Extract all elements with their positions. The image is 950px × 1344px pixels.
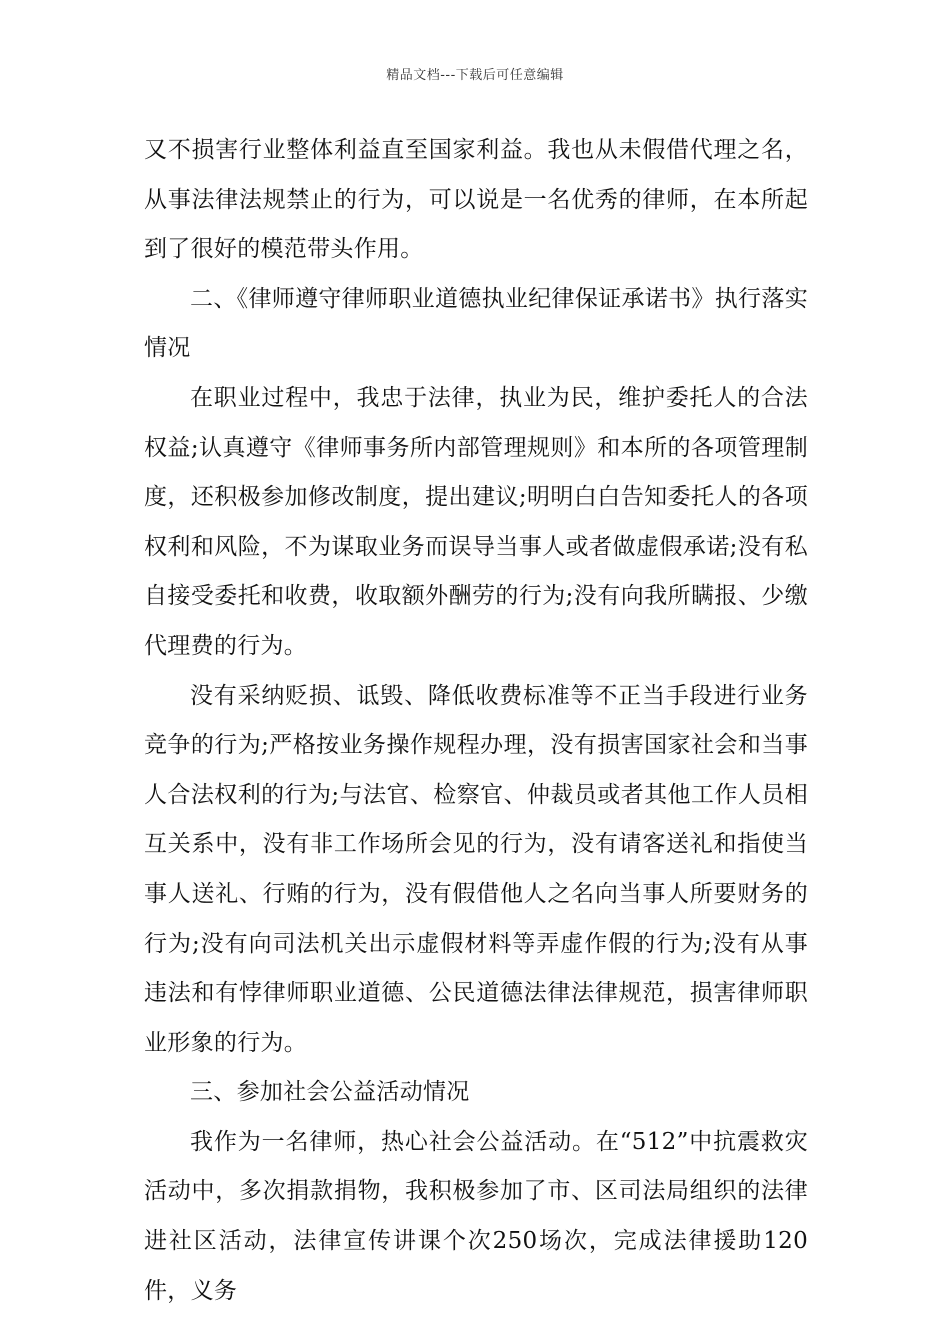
document-body bbox=[144, 126, 808, 1316]
page-header: 精品文档---下载后可任意编辑 bbox=[386, 68, 564, 83]
paragraph-professional-conduct: 在职业过程中，我忠于法律，执业为民，维护委托人的合法权益;认真遵守《律师事务所内部管理规则》和本所的各项管理制度，还积极参加修改制度，提出建议;明明白白告知委托人的各项权利和风险，不为谋取业务而误导当事人或者做虚假承诺;没有私自接受委托和收费，收取额外酬劳的行为;没有向我所瞒报、少缴代理费的行为。 bbox=[144, 384, 808, 659]
section-heading-two: 二、《律师遵守律师职业道德执业纪律保证承诺书》执行落实情况 bbox=[144, 285, 808, 362]
paragraph-continuation: 又不损害行业整体利益直至国家利益。我也从未假借代理之名，从事法律法规禁止的行为，可以说是一名优秀的律师，在本所起到了很好的模范带头作用。 bbox=[144, 137, 808, 263]
paragraph-public-welfare: 我作为一名律师，热心社会公益活动。在“512”中抗震救灾活动中，多次捐款捐物，我积极参加了市、区司法局组织的法律进社区活动，法律宣传讲课个次250场次，完成法律援助120件，义务 bbox=[144, 1128, 808, 1304]
paragraph-competition-conduct: 没有采纳贬损、诋毁、降低收费标准等不正当手段进行业务竞争的行为;严格按业务操作规程办理，没有损害国家社会和当事人合法权利的行为;与法官、检察官、仲裁员或者其他工作人员相互关系中，没有非工作场所会见的行为，没有请客送礼和指使当事人送礼、行贿的行为，没有假借他人之名向当事人所要财务的行为;没有向司法机关出示虚假材料等弄虚作假的行为;没有从事违法和有悖律师职业道德、公民道德法律法律规范，损害律师职业形象的行为。 bbox=[144, 682, 808, 1056]
section-heading-three: 三、参加社会公益活动情况 bbox=[190, 1079, 470, 1106]
